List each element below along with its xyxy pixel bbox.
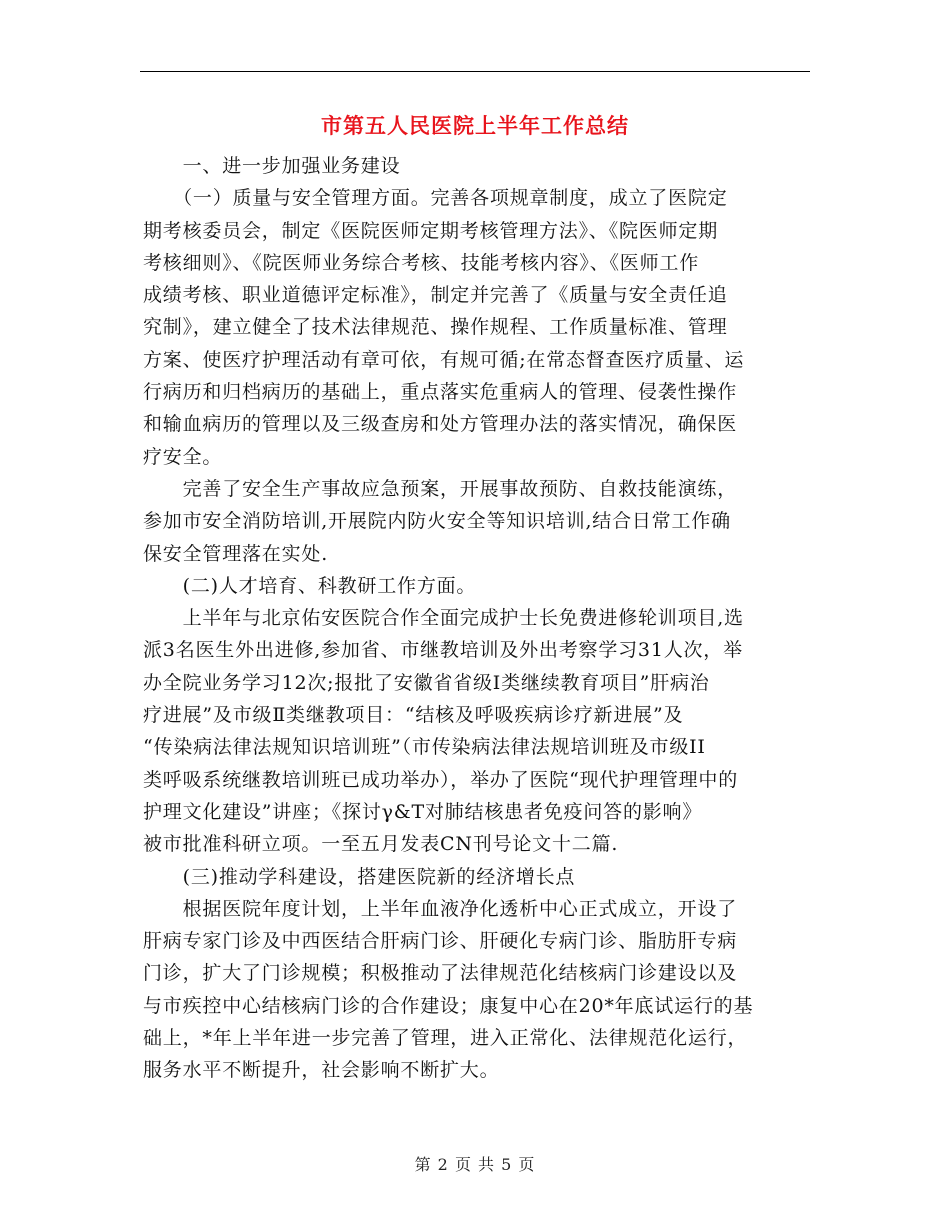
body-line: 础上，*年上半年进一步完善了管理，进入正常化、法律规范化运行，	[143, 1027, 748, 1050]
body-line: 方案、使医疗护理活动有章可依，有规可循;在常态督查医疗质量、运	[143, 348, 745, 371]
body-line: 期考核委员会，制定《医院医师定期考核管理方法》、《院医师定期	[143, 219, 719, 242]
body-line: 究制》，建立健全了技术法律规范、操作规程、工作质量标准、管理	[143, 316, 728, 339]
header-rule	[140, 71, 810, 72]
body-line: 根据医院年度计划，上半年血液净化透析中心正式成立，开设了	[143, 897, 738, 920]
body-line: 和输血病历的管理以及三级查房和处方管理办法的落实情况，确保医	[143, 413, 738, 436]
body-line: 考核细则》、《院医师业务综合考核、技能考核内容》、《医师工作	[143, 251, 700, 274]
body-line: 一、进一步加强业务建设	[143, 155, 401, 177]
body-line: 完善了安全生产事故应急预案，开展事故预防、自救技能演练，	[143, 477, 738, 500]
body-line: 门诊，扩大了门诊规模；积极推动了法律规范化结核病门诊建设以及	[143, 962, 738, 985]
body-line: 保安全管理落在实处.	[143, 542, 329, 565]
body-line: 服务水平不断提升，社会影响不断扩大。	[143, 1059, 500, 1082]
body-line: (二)人才培育、科教研工作方面。	[143, 574, 477, 597]
document-body	[143, 150, 815, 1087]
body-line: 护理文化建设”讲座；《探讨γ&T对肺结核患者免疫问答的影响》	[143, 800, 703, 823]
body-line: 派3名医生外出进修,参加省、市继教培训及外出考察学习31人次，举	[143, 639, 743, 662]
body-line: 类呼吸系统继教培训班已成功举办），举办了医院“现代护理管理中的	[143, 768, 739, 791]
body-line: 行病历和归档病历的基础上，重点落实危重病人的管理、侵袭性操作	[143, 381, 738, 404]
body-line: 疗安全。	[143, 445, 223, 468]
page-number: 第 2 页 共 5 页	[414, 1155, 536, 1174]
document-title: 市第五人民医院上半年工作总结	[321, 114, 629, 138]
body-line: 办全院业务学习12次;报批了安徽省省级Ⅰ类继续教育项目”肝病治	[143, 671, 710, 694]
body-line: 成绩考核、职业道德评定标准》，制定并完善了《质量与安全责任追	[143, 284, 728, 307]
body-line: 疗进展”及市级Ⅱ类继教项目：“结核及呼吸疾病诊疗新进展”及	[143, 704, 684, 727]
body-line: （一）质量与安全管理方面。完善各项规章制度，成立了医院定	[143, 187, 728, 210]
body-line: 参加市安全消防培训,开展院内防火安全等知识培训,结合日常工作确	[143, 510, 731, 533]
body-line: 与市疾控中心结核病门诊的合作建设；康复中心在20*年底试运行的基	[143, 994, 754, 1017]
body-line: 肝病专家门诊及中西医结合肝病门诊、肝硬化专病门诊、脂肪肝专病	[143, 930, 738, 953]
body-line: “传染病法律法规知识培训班”（市传染病法律法规培训班及市级II	[143, 736, 706, 759]
body-line: 被市批准科研立项。一至五月发表CN刊号论文十二篇.	[143, 833, 619, 856]
body-line: (三)推动学科建设，搭建医院新的经济增长点	[143, 865, 576, 888]
body-line: 上半年与北京佑安医院合作全面完成护士长免费进修轮训项目,选	[143, 607, 744, 630]
